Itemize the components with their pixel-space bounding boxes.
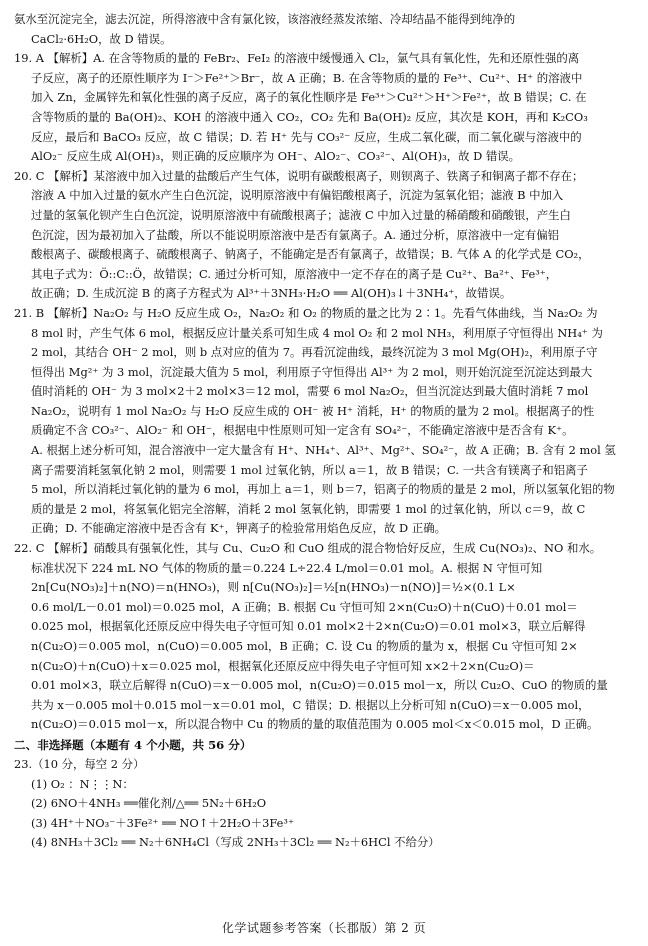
text-line: 加入 Zn，金属锌先和氧化性强的离子反应，离子的氧化性顺序是 Fe³⁺＞Cu²⁺＞H⁺＞Fe²⁺，故 B 错误；C. 在: [31, 90, 587, 105]
question-23-header: 23.（10 分，每空 2 分）: [14, 756, 145, 771]
text-line: 质确定不含 CO₃²⁻、AlO₂⁻ 和 OH⁻，根据电中性原则可知一定含有 SO₄²⁻，不能确定溶液中是否含有 K⁺。: [31, 423, 574, 438]
text-line: CaCl₂·6H₂O，故 D 错误。: [31, 31, 172, 46]
text-line: A. 根据上述分析可知，混合溶液中一定大量含有 H⁺、NH₄⁺、Al³⁺、Mg²⁺、SO₄²⁻，故 A 正确；B. 含有 2 mol 氢: [31, 443, 616, 458]
text-line: 22. C 【解析】硝酸具有强氧化性，其与 Cu、Cu₂O 和 CuO 组成的混合物恰好反应，生成 Cu(NO₃)₂、NO 和水。: [14, 541, 602, 556]
text-line: 其电子式为：Ö::C::Ö，故错误；C. 通过分析可知，原溶液中一定不存在的离子是 Cu²⁺、Ba²⁺、Fe³⁺，: [31, 266, 558, 281]
text-line: 氨水至沉淀完全，滤去沉淀，所得溶液中含有氯化铵，该溶液经蒸发浓缩、冷却结晶不能得到纯净的: [14, 12, 516, 26]
text-line: 子反应，离子的还原性顺序为 I⁻＞Fe²⁺＞Br⁻，故 A 正确；B. 在含等物质的量的 Fe³⁺、Cu²⁺、H⁺ 的溶液中: [31, 70, 583, 85]
text-line: n(Cu₂O)＋n(CuO)＋x＝0.025 mol，根据氧化还原反应中得失电子守恒可知 x×2＋2×n(Cu₂O)＝: [31, 658, 535, 673]
text-line: 共为 x－0.005 mol＋0.015 mol－x＝0.01 mol，C 错误；D. 根据以上分析可知 n(CuO)＝x－0.005 mol，: [31, 697, 590, 712]
text-line: Na₂O₂，说明有 1 mol Na₂O₂ 与 H₂O 反应生成的 OH⁻ 被 H⁺ 消耗，H⁺ 的物质的量为 2 mol。根据离子的性: [31, 403, 595, 418]
text-line: 含等物质的量的 Ba(OH)₂、KOH 的溶液中通入 CO₂，CO₂ 先和 Ba(OH)₂ 反应，其次是 KOH，再和 K₂CO₃: [31, 109, 588, 124]
text-line: 2 mol，其结合 OH⁻ 2 mol，则 b 点对应的值为 7。再看沉淀曲线，最终沉淀为 3 mol Mg(OH)₂，利用原子守: [31, 345, 598, 360]
answer-21: [14, 304, 634, 539]
answer-23-part-2: (2) 6NO＋4NH₃ ══催化剂/△══ 5N₂＋6H₂O: [31, 796, 267, 811]
text-line: 正确；D. 不能确定溶液中是否含有 K⁺，钾离子的检验常用焰色反应，故 D 正确。: [31, 521, 446, 536]
text-line: 标准状况下 224 mL NO 气体的物质的量＝0.224 L÷22.4 L/mol＝0.01 mol。A. 根据 N 守恒可知: [31, 560, 543, 575]
section-nonchoice: [14, 735, 634, 853]
text-line: 0.6 mol/L－0.01 mol)＝0.025 mol，A 正确；B. 根据 Cu 守恒可知 2×n(Cu₂O)＋n(CuO)＋0.01 mol＝: [31, 599, 578, 614]
text-line: 色沉淀，因为最初加入了盐酸，所以不能说明原溶液中是否有氯离子。A. 通过分析，原溶液中一定有偏铝: [31, 227, 560, 242]
text-line: 2n[Cu(NO₃)₂]＋n(NO)＝n(HNO₃)，则 n[Cu(NO₃)₂]＝½[n(HNO₃)－n(NO)]＝½×(0.1 L×: [31, 580, 516, 595]
text-line: 恒得出 Mg²⁺ 为 3 mol，沉淀最大值为 5 mol，利用原子守恒得出 Al³⁺ 为 2 mol，则开始沉淀至沉淀达到最大: [31, 364, 593, 379]
text-line: 5 mol，所以消耗过氧化钠的量为 6 mol，再加上 a＝1，则 b＝7，铝离子的物质的量是 2 mol，所以氢氧化铝的物: [31, 482, 615, 497]
text-line: 质的量是 2 mol，将氢氧化铝完全溶解，消耗 2 mol 氢氧化钠，即需要 1 mol 的过氧化钠，所以 c＝9，故 C: [31, 501, 586, 516]
text-line: n(Cu₂O)＝0.015 mol－x，所以混合物中 Cu 的物质的量的取值范围为 0.005 mol＜x＜0.015 mol，D 正确。: [31, 717, 599, 732]
answer-20: [14, 167, 634, 304]
section-title: 二、非选择题（本题有 4 个小题，共 56 分）: [14, 737, 252, 752]
intro-block: [14, 10, 634, 49]
text-line: 21. B 【解析】Na₂O₂ 与 H₂O 反应生成 O₂，Na₂O₂ 和 O₂ 的物质的量之比为 2∶1。先看气体曲线，当 Na₂O₂ 为: [14, 305, 598, 320]
text-line: 过量的氢氧化钡产生白色沉淀，说明原溶液中有硫酸根离子；滤液 C 中加入过量的稀硝酸和硝酸银，产生白: [31, 207, 571, 222]
text-line: 值时消耗的 OH⁻ 为 3 mol×2＋2 mol×3＝12 mol，需要 6 mol Na₂O₂，但当沉淀达到最大值时消耗 7 mol: [31, 384, 589, 399]
text-line: 离子需要消耗氢氧化钠 2 mol，则需要 1 mol 过氧化钠，所以 a＝1，故 B 错误；C. 一共含有镁离子和铝离子: [31, 462, 588, 477]
text-line: 0.01 mol×3，联立后解得 n(CuO)＝x－0.005 mol，n(Cu₂O)＝0.015 mol－x，所以 Cu₂O、CuO 的物质的量: [31, 678, 608, 693]
text-line: 0.025 mol，根据氧化还原反应中得失电子守恒可知 0.01 mol×2＋2×n(Cu₂O)＝0.01 mol×3，联立后解得: [31, 619, 586, 634]
text-line: n(Cu₂O)＝0.005 mol，n(CuO)＝0.005 mol，B 正确；C. 设 Cu 的物质的量为 x，根据 Cu 守恒可知 2×: [31, 639, 578, 653]
text-line: 溶液 A 中加入过量的氨水产生白色沉淀，说明原溶液中有偏铝酸根离子，沉淀为氢氧化铝；滤液 B 中加入: [31, 188, 564, 203]
page-footer: 化学试题参考答案（长郡版）第 2 页: [221, 921, 427, 935]
text-line: 20. C 【解析】某溶液中加入过量的盐酸后产生气体，说明有碳酸根离子，则钡离子、铁离子和铜离子都不存在；: [14, 168, 584, 183]
text-line: 故正确；D. 生成沉淀 B 的离子方程式为 Al³⁺＋3NH₃·H₂O ══ Al(OH)₃↓＋3NH₄⁺，故错误。: [31, 286, 512, 301]
answer-19: [14, 49, 634, 167]
answer-23-part-4: (4) 8NH₃＋3Cl₂ ══ N₂＋6NH₄Cl（写成 2NH₃＋3Cl₂ ══ N₂＋6HCl 不给分）: [31, 835, 440, 850]
answer-23-part-3: (3) 4H⁺＋NO₃⁻＋3Fe²⁺ ══ NO↑＋2H₂O＋3Fe³⁺: [31, 815, 294, 830]
text-line: 酸根离子、碳酸根离子、硫酸根离子、钠离子，不能确定是否有氯离子，故错误；B. 气体 A 的化学式是 CO₂，: [31, 247, 590, 262]
text-line: AlO₂⁻ 反应生成 Al(OH)₃，则正确的反应顺序为 OH⁻、AlO₂⁻、CO₃²⁻、Al(OH)₃，故 D 错误。: [31, 149, 521, 164]
answer-23-part-1: (1) O₂ ：N⋮⋮N：: [31, 776, 134, 791]
text-line: 19. A 【解析】A. 在含等物质的量的 FeBr₂、FeI₂ 的溶液中缓慢通入 Cl₂，氯气具有氧化性，先和还原性强的离: [14, 51, 580, 66]
answer-22: [14, 539, 634, 735]
text-line: 8 mol 时，产生气体 6 mol，根据反应计量关系可知生成 4 mol O₂ 和 2 mol NH₃，利用原子守恒得出 NH₄⁺ 为: [31, 325, 603, 340]
text-line: 反应，最后和 BaCO₃ 反应，故 C 错误；D. 若 H⁺ 先与 CO₃²⁻ 反应，生成二氧化碳，而二氧化碳与溶液中的: [31, 129, 582, 144]
